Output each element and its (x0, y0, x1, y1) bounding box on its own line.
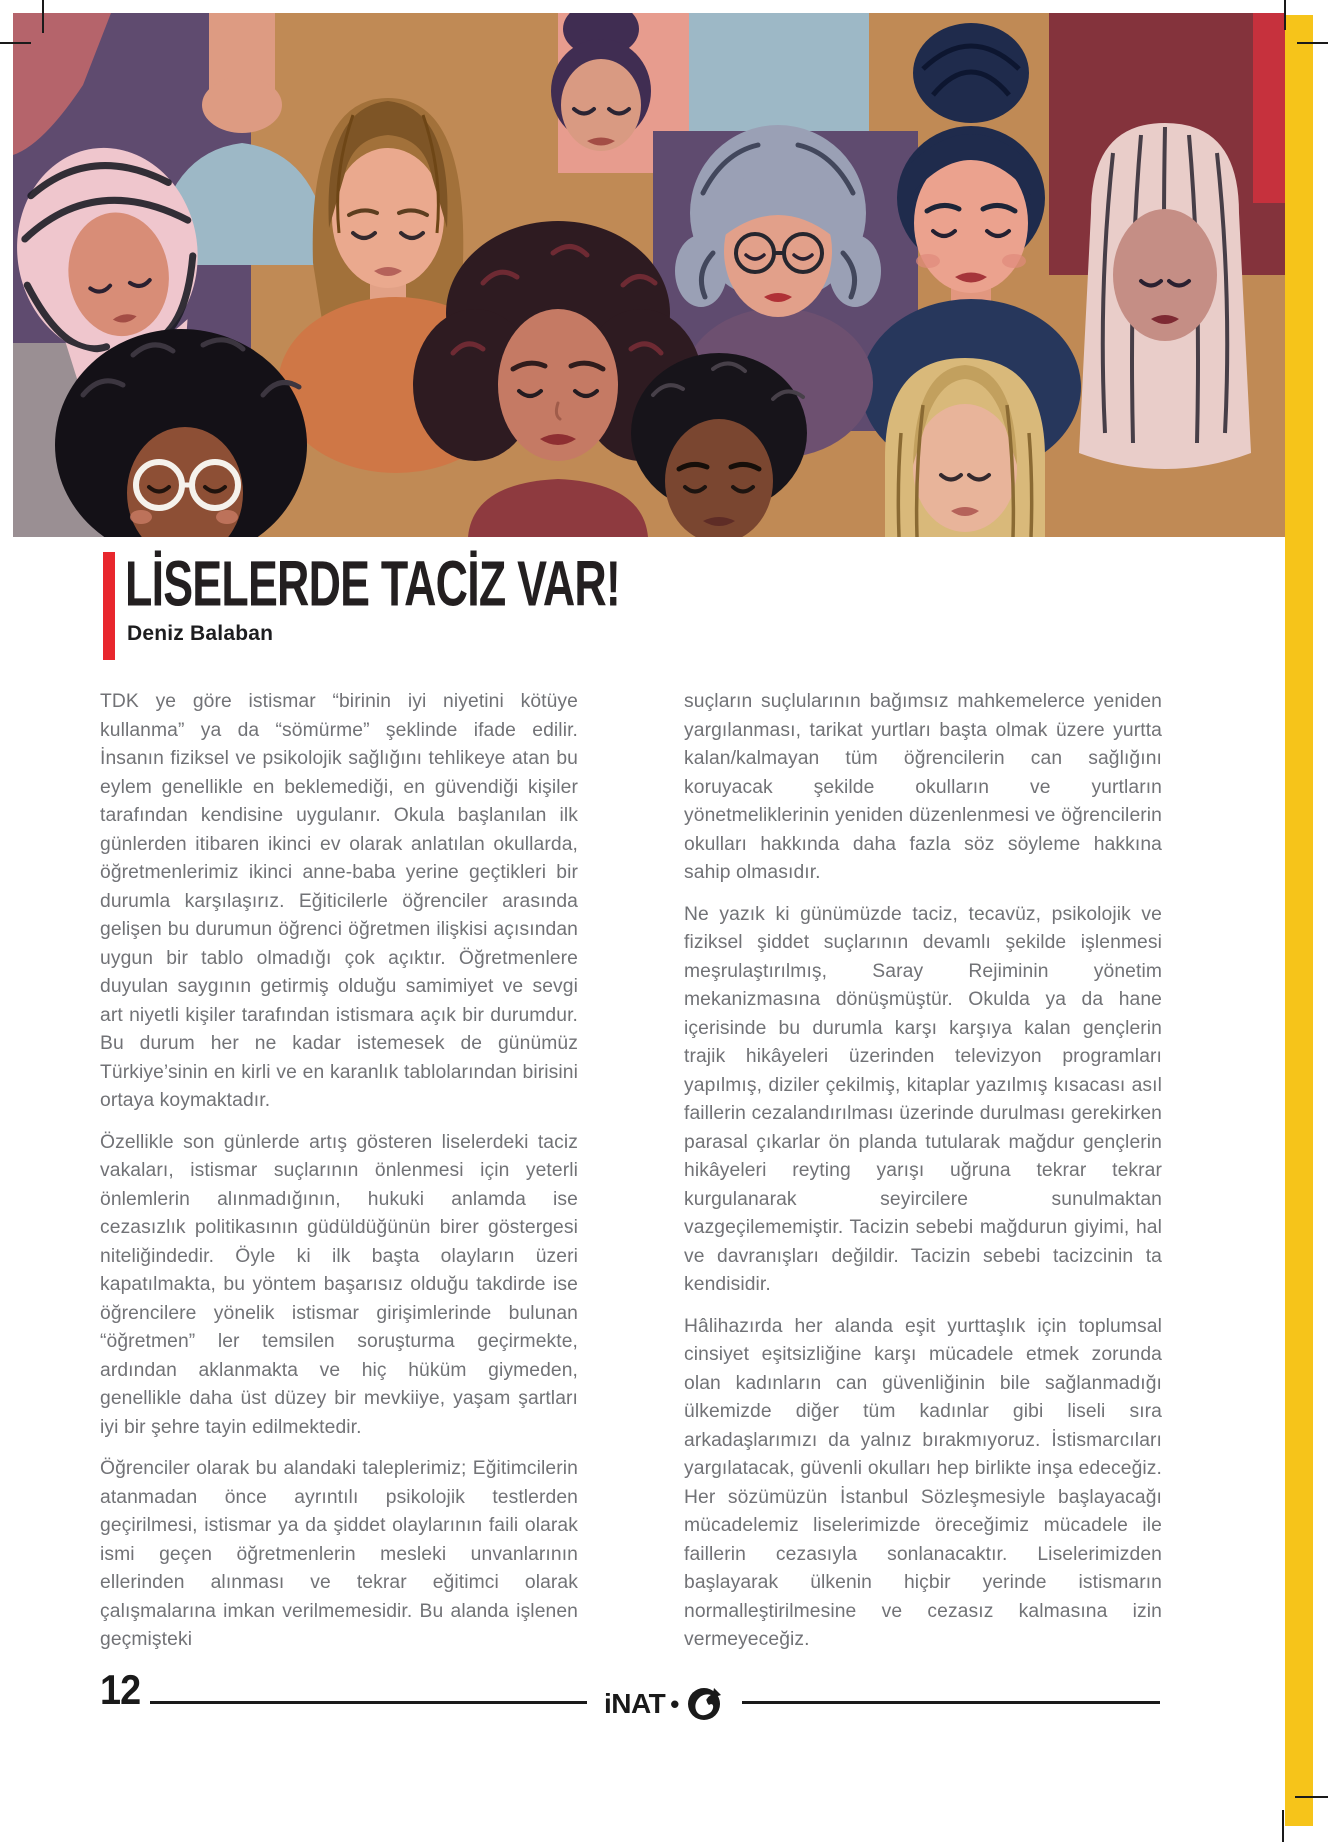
brand-bullet: • (670, 1689, 680, 1719)
horse-head-logo-icon (684, 1684, 724, 1724)
header-illustration (13, 13, 1285, 537)
brand-name: iNAT (604, 1688, 666, 1719)
article-title: LİSELERDE TACİZ VAR! (125, 547, 621, 619)
page-number: 12 (100, 1666, 141, 1713)
right-column (684, 688, 1162, 1668)
paragraph: TDK ye göre istismar “birinin iyi niyetini kötüye kullanma” ya da “sömürme” şeklinde ifade edilir. İnsanın fiziksel ve psikolojik sağlığını tehlikeye atan bu eylem genellikle en beklemediği, en güvendiği kişiler tarafından kendisine uygulanır. Okula başlanılan ilk günlerden itibaren ikinci ev olarak anlatılan okullarda, öğretmenlerimiz ikinci anne-baba yerine geçtikleri bir durumla karşılaşırız. Eğiticilerle öğrenciler arasında gelişen bu durumun öğrenci öğretmen ilişkisi açısından uygun bir tablo olmadığı çok açıktır. Öğretmenlere duyulan saygının getirmiş olduğu samimiyet ve sevgi art niyetli kişiler tarafından istismara açık bir durumdur. Bu durum her ne kadar istemesek de günümüz Türkiye’sinin en kirli ve en karanlık tablolarından birisini ortaya koymaktadır. (100, 691, 578, 1111)
crop-mark-top-right-horizontal (1297, 42, 1328, 44)
side-accent-bar (1285, 15, 1313, 1826)
paragraph: Hâlihazırda her alanda eşit yurttaşlık için toplumsal cinsiyet eşitsizliğine karşı mücadele etmek zorunda olan kadınların can güvenliğinin bile sağlanmadığı ülkemizde diğer tüm kadınlar gibi liseli sıra arkadaşlarımızı da yalnız bırakmıyoruz. İstismarcıları yargılatacak, güvenli okulları hep birlikte inşa edeceğiz. Her sözümüzün İstanbul Sözleşmesiyle başlayacağı mücadelemiz liselerimizde öreceğimiz mücadele ile faillerin cezasıyla sonlanacaktır. Liselerimizden başlayarak ülkenin hiçbir yerinde istismarın normalleştirilmesine ve cezasız kalmasına izin vermeyeceğiz. (684, 1315, 1162, 1650)
left-column (100, 688, 578, 1668)
footer-brand (604, 1684, 724, 1724)
crop-mark-top-right-vertical (1284, 0, 1286, 30)
footer-rule-right (742, 1701, 1160, 1704)
footer-rule-left (150, 1701, 587, 1704)
paragraph: Ne yazık ki günümüzde taciz, tecavüz, psikolojik ve fiziksel şiddet suçlarının devamlı şekilde işlenmesi meşrulaştırılmış, Saray Rejiminin yönetim mekanizmasına dönüşmüştür. Okulda ya da hane içerisinde bu durumla karşı karşıya kalan gençlerin trajik hikâyeleri üzerinden televizyon programları yapılmış, diziler çekilmiş, kitaplar yazılmış kısacası asıl faillerin cezalandırılması üzerinde durulması gerekirken parasal çıkarlar ön planda tutularak mağdur gençlerin hikâyeleri reyting yarışı uğruna tekrar tekrar kurgulanarak seyircilere sunulmaktan vazgeçilememiştir. Tacizin sebebi mağdurun giyimi, hal ve davranışları değildir. Tacizin sebebi tacizcinin ta kendisidir. (684, 903, 1162, 1295)
crop-mark-top-left-horizontal (0, 42, 31, 44)
article-author: Deniz Balaban (127, 622, 274, 645)
crop-mark-top-left-vertical (42, 0, 44, 33)
crop-mark-bottom-right-vertical (1282, 1810, 1284, 1842)
paragraph: Öğrenciler olarak bu alandaki taleplerimiz; Eğitimcilerin atanmadan önce ayrıntılı psikolojik testlerden geçirilmesi, istismar ya da şiddet olaylarının faili olarak ismi geçen öğretmenlerin mesleki unvanlarının ellerinden alınması ve tekrar eğitimci olarak çalışmalarına imkan verilmemesidir. Bu alanda işlenen geçmişteki (100, 1458, 578, 1650)
paragraph: Özellikle son günlerde artış gösteren liselerdeki taciz vakaları, istismar suçlarının önlenmesi için yeterli önlemlerin alınmadığının, hukuki anlamda ise cezasızlık politikasının güdüldüğünün birer göstergesi niteliğindedir. Öyle ki ilk başta olayların üzeri kapatılmakta, bu yöntem başarısız olduğu takdirde ise öğrencilere yönelik istismar girişimlerinde bulunan “öğretmen” ler temsilen soruşturma geçirmekte, ardından aklanmakta ve hiç hüküm giymeden, genellikle daha üst düzey bir mevkiiye, yaşam şartları iyi bir şehre tayin edilmektedir. (100, 1131, 578, 1438)
article-body (100, 688, 1162, 1668)
paragraph: suçların suçlularının bağımsız mahkemelerce yeniden yargılanması, tarikat yurtları başta olmak üzere yurtta kalan/kalmayan tüm öğrencilerin can sağlığını koruyacak şekilde okulların ve yurtların yönetmeliklerinin yeniden düzenlenmesi ve öğrencilerin okulları hakkında daha fazla söz söyleme hakkına sahip olmasıdır. (684, 691, 1162, 883)
crop-mark-bottom-right-horizontal (1295, 1796, 1328, 1798)
title-accent-bar (103, 552, 115, 660)
